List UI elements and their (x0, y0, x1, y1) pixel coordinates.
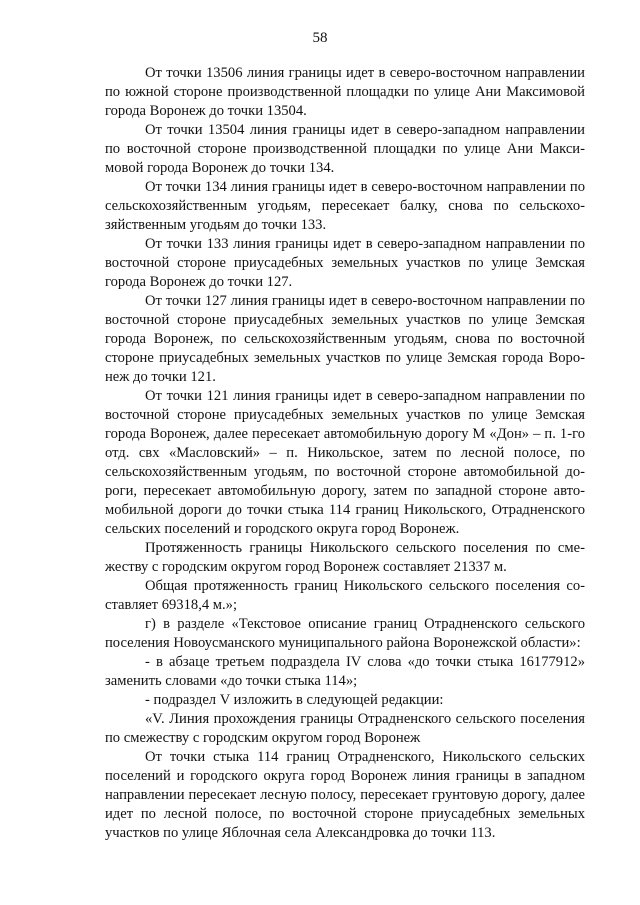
paragraph: От точки 13506 линия границы идет в северо-восточном направлении по южной стороне производственной площадки по улице Ани Максимовой города Воронеж до точки 13504. (105, 65, 585, 119)
paragraph: От точки 121 линия границы идет в северо-западном направлении по восточной стороне приусадебных земельных участков по улице Земская города Воронеж, далее пересекает автомобильную дорогу М «Дон» – п. 1-го отд. свх «Масловский» – п. Никольское, затем по лесной полосе, по сельскохозяйственным угодьям, по восточной стороне автомобильной дороги, пересекает автомобильную дорогу, затем по западной стороне автомобильной дороги до точки стыка 114 границ Никольского, Отрадненского сельских поселений и городского округа город Воронеж. (105, 388, 585, 537)
page-number: 58 (312, 30, 328, 46)
paragraph: «V. Линия прохождения границы Отрадненского сельского поселения по смежеству с городским округом город Воронеж (105, 711, 585, 746)
paragraph: От точки 127 линия границы идет в северо-восточном направлении по восточной стороне приусадебных земельных участков по улице Земская города Воронеж, по сельскохозяйственным угодьям, снова по восточной стороне приусадебных земельных участков по улице Земская города Воронеж до точки 121. (105, 293, 585, 385)
paragraph: г) в разделе «Текстовое описание границ Отрадненского сельского поселения Новоусманского муниципального района Воронежской области»: (105, 616, 585, 651)
paragraph: От точки 133 линия границы идет в северо-западном направлении по восточной стороне приусадебных земельных участков по улице Земская города Воронеж до точки 127. (105, 236, 585, 290)
paragraph: Общая протяженность границ Никольского сельского поселения составляет 69318,4 м.»; (105, 578, 585, 613)
paragraph: От точки стыка 114 границ Отрадненского, Никольского сельских поселений и городского округа город Воронеж линия границы в западном направлении пересекает лесную полосу, пересекает грунтовую дорогу, далее идет по лесной полосе, по восточной стороне приусадебных земельных участков по улице Яблочная села Александровка до точки 113. (105, 749, 585, 841)
document-body (105, 64, 585, 843)
paragraph: От точки 134 линия границы идет в северо-восточном направлении по сельскохозяйственным угодьям, пересекает балку, снова по сельскохозяйственным угодьям до точки 133. (105, 179, 585, 233)
paragraph: Протяженность границы Никольского сельского поселения по смежеству с городским округом город Воронеж составляет 21337 м. (105, 540, 585, 575)
paragraph: От точки 13504 линия границы идет в северо-западном направлении по восточной стороне производственной площадки по улице Ани Максимовой города Воронеж до точки 134. (105, 122, 585, 176)
paragraph: - в абзаце третьем подраздела IV слова «до точки стыка 16177912» заменить словами «до точки стыка 114»; (105, 654, 585, 689)
paragraph: - подраздел V изложить в следующей редакции: (145, 692, 444, 708)
